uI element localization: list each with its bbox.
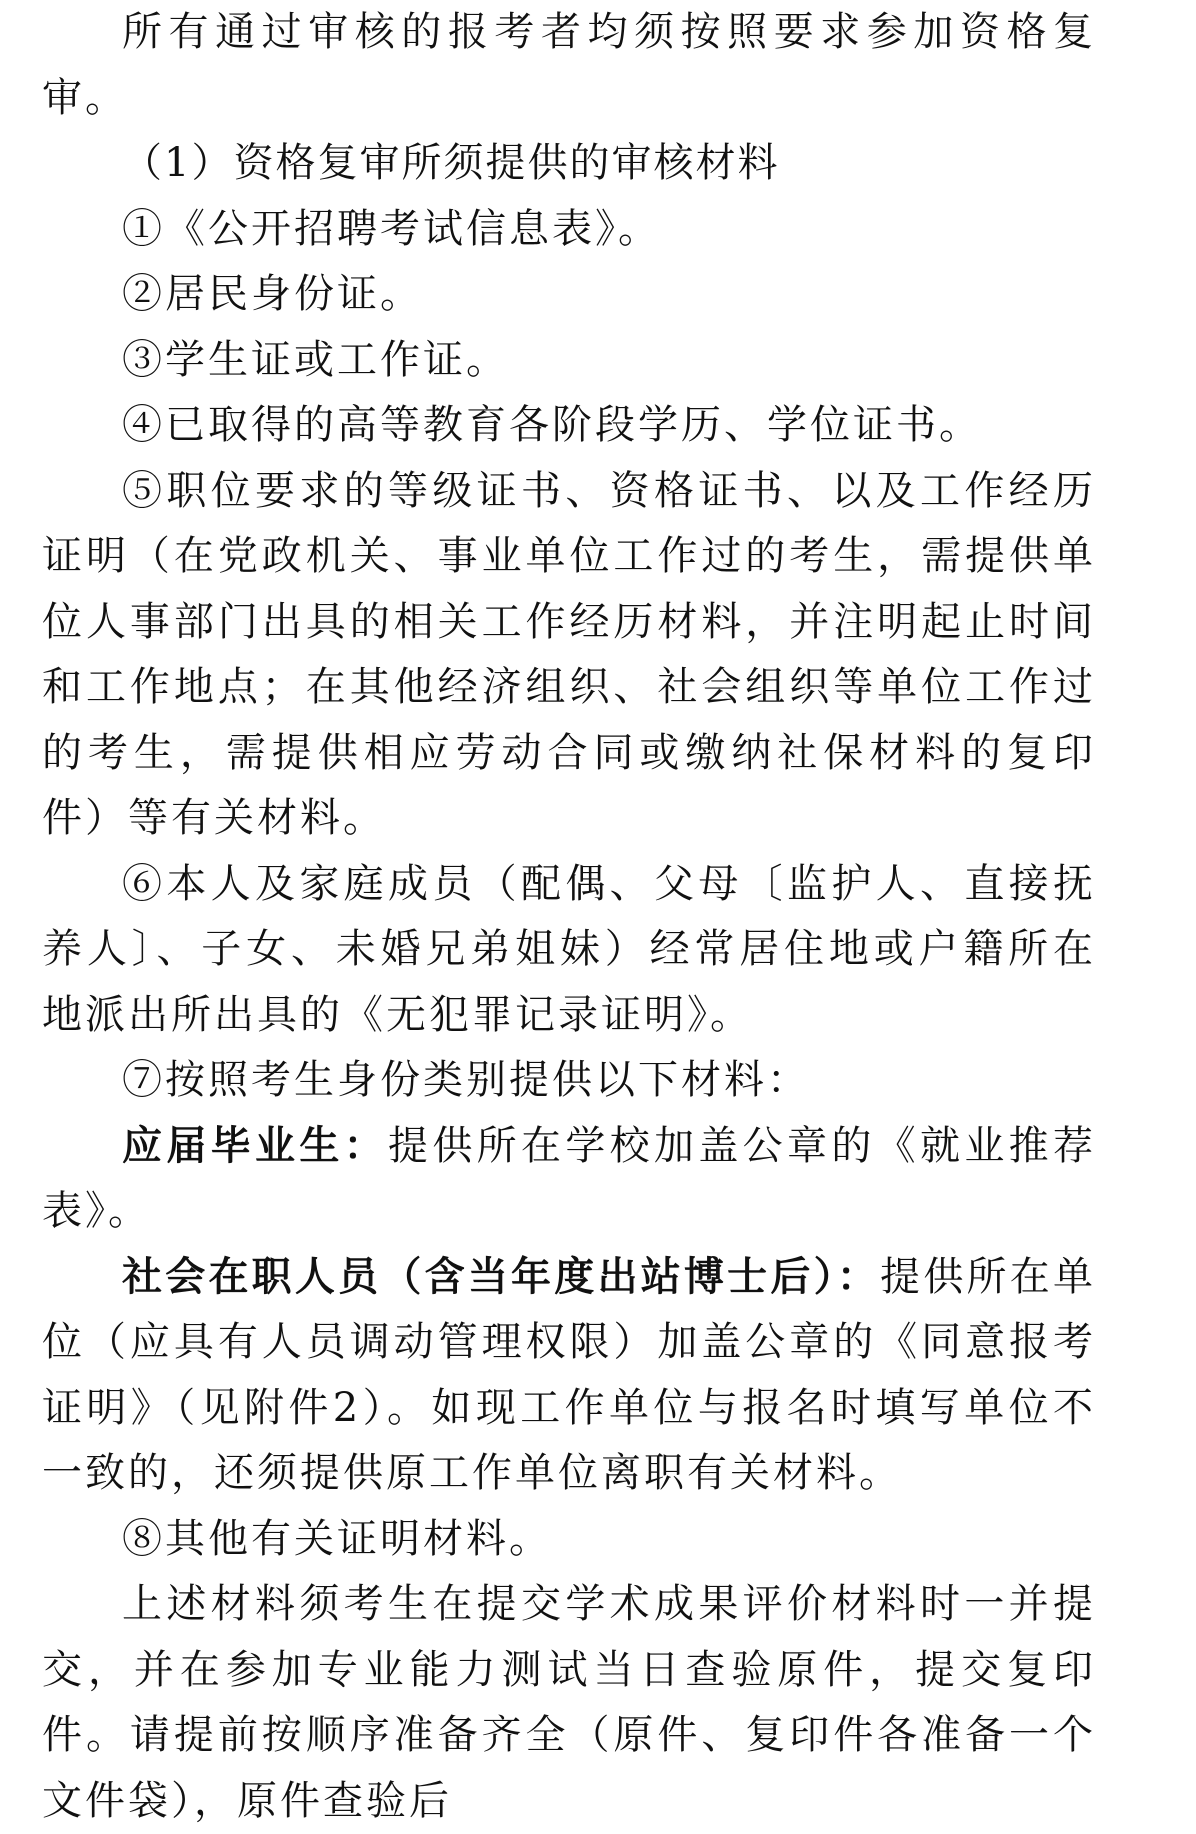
list-item-1: ①《公开招聘考试信息表》。 [122,205,661,252]
category-employed-label: 社会在职人员（含当年度出站博士后）： [122,1253,881,1300]
list-item-4: ④已取得的高等教育各阶段学历、学位证书。 [122,402,982,448]
list-item-2: ②居民身份证。 [122,271,423,317]
list-item-5: ⑤职位要求的等级证书、资格证书、以及工作经历证明（在党政机关、事业单位工作过的考生，需提供单位人事部门出具的相关工作经历材料，并注明起止时间和工作地点；在其他经济组织、社会组织等单位工作过的考生，需提供相应劳动合同或缴纳社保材料的复印件）等有关材料。 [42,467,1096,841]
document-page [42,0,1096,1834]
list-item-6: ⑥本人及家庭成员（配偶、父母〔监护人、直接抚养人〕、子女、未婚兄弟姐妹）经常居住地或户籍所在地派出所出具的《无犯罪记录证明》。 [42,860,1096,1038]
paragraph-intro: 所有通过审核的报考者均须按照要求参加资格复审。 [42,9,1096,121]
list-item-7: ⑦按照考生身份类别提供以下材料： [122,1057,810,1103]
category-employed-text: 提供所在单位（应具有人员调动管理权限）加盖公章的《同意报考证明》（见附件2）。如现工作单位与报名时填写单位不一致的，还须提供原工作单位离职有关材料。 [42,1253,1097,1496]
section-heading: （1）资格复审所须提供的审核材料 [122,140,780,186]
list-item-3: ③学生证或工作证。 [122,336,509,383]
category-graduates-text: 提供所在学校加盖公章的《就业推荐表》。 [42,1122,1096,1234]
category-graduates [42,1114,1096,1245]
category-employed [42,1245,1096,1507]
paragraph-closing: 上述材料须考生在提交学术成果评价材料时一并提交，并在参加专业能力测试当日查验原件，提交复印件。请提前按顺序准备齐全（原件、复印件各准备一个文件袋），原件查验后 [42,1581,1096,1824]
category-graduates-label: 应届毕业生： [122,1122,388,1169]
list-item-8: ⑧其他有关证明材料。 [122,1515,552,1562]
